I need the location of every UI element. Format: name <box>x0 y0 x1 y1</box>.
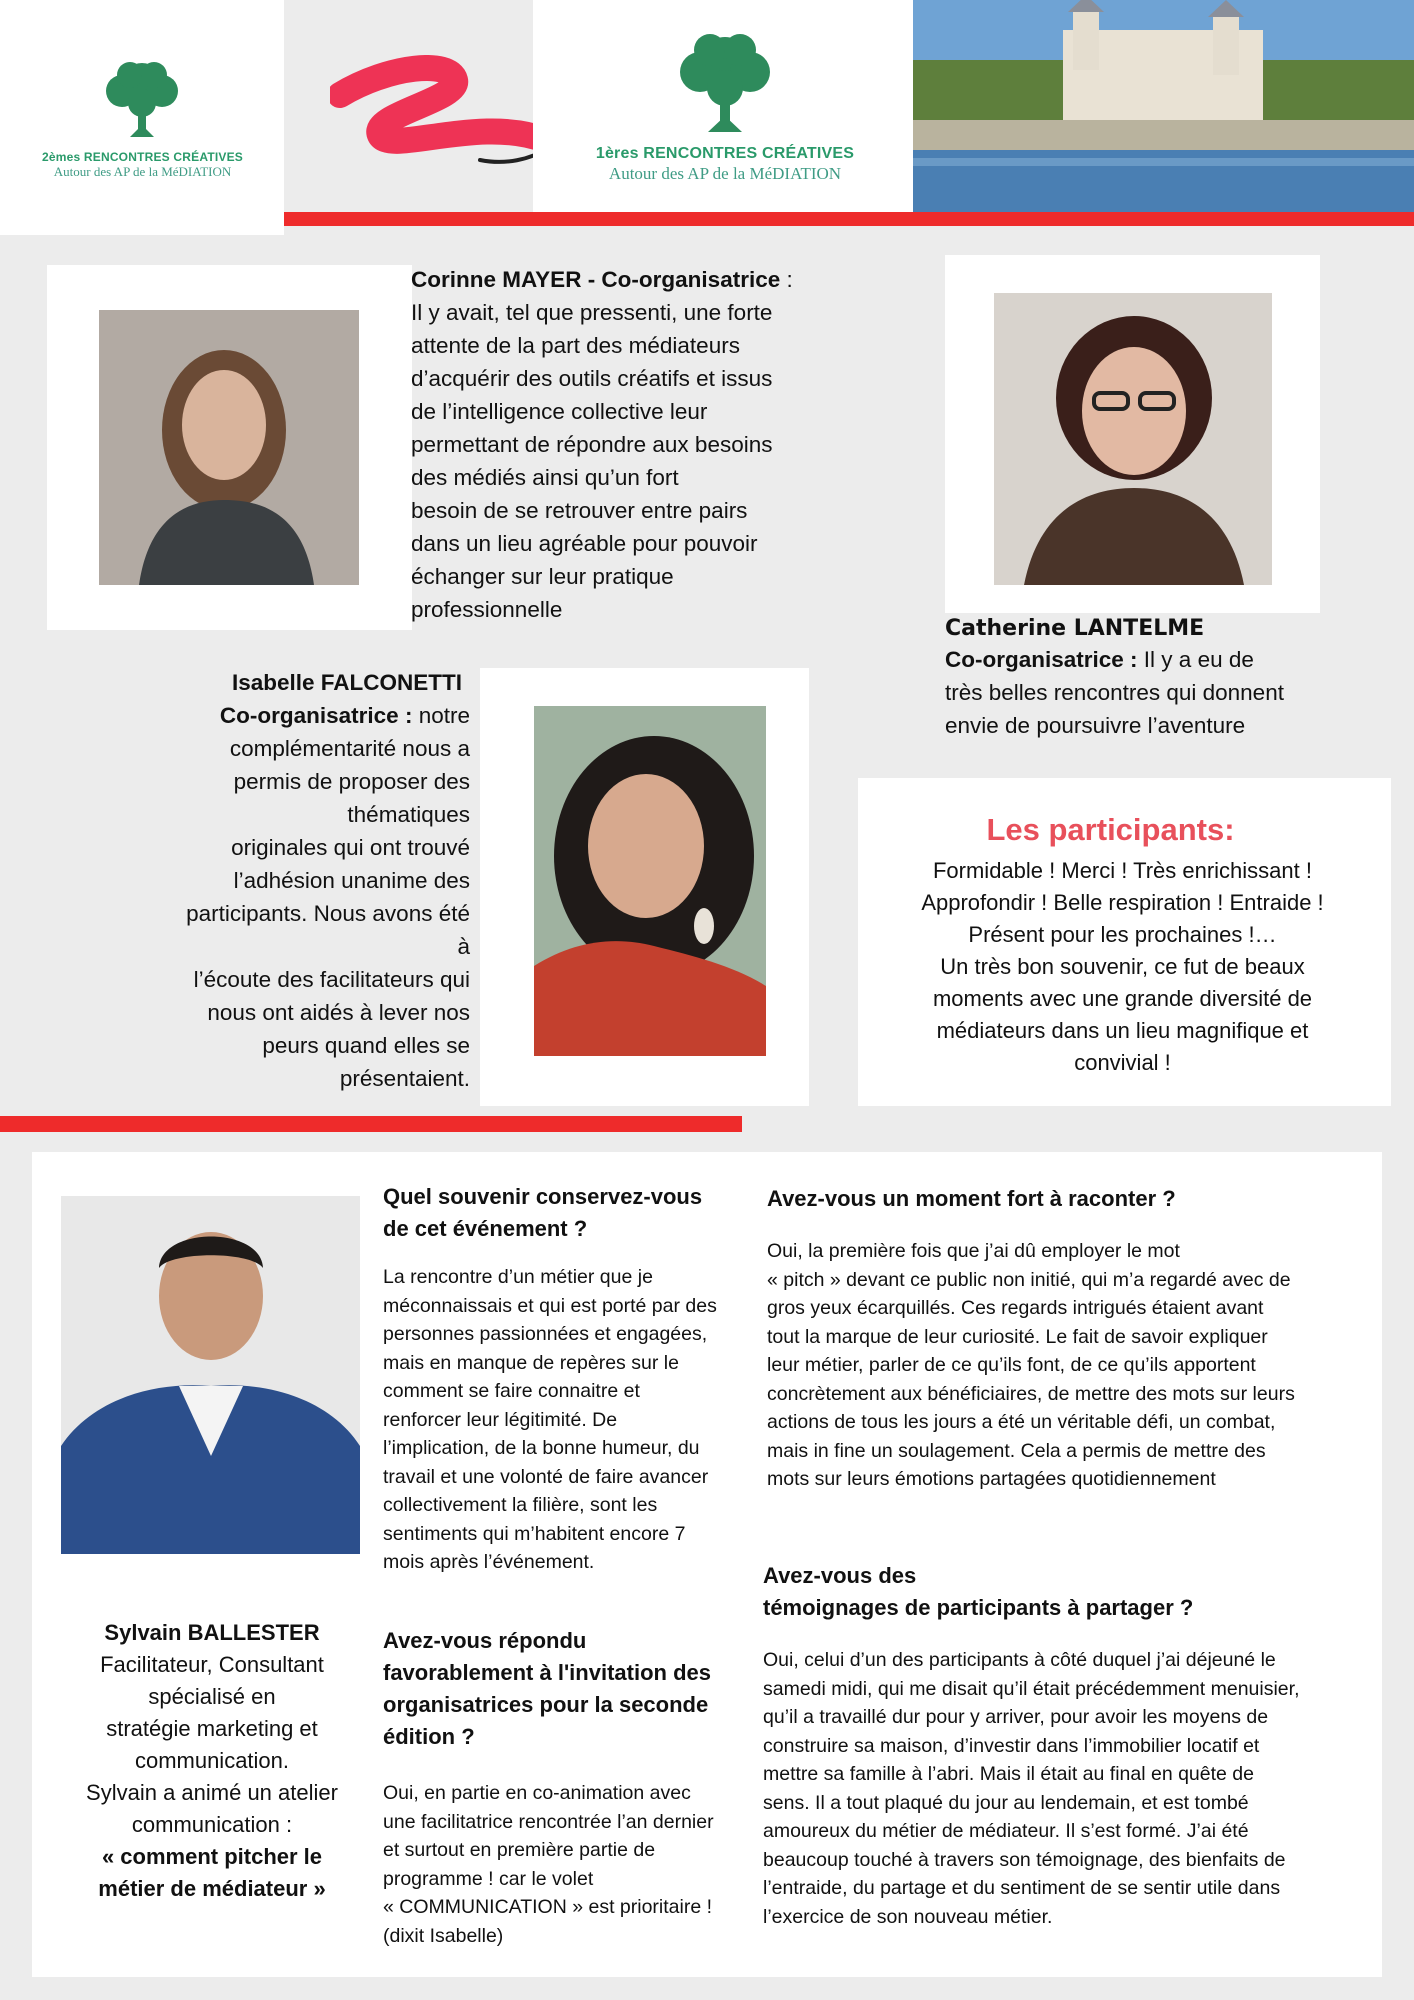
isabelle-line: l’adhésion unanime des <box>233 868 470 893</box>
question-4 <box>763 1560 1373 1931</box>
question-title: Avez-vous un moment fort à raconter ? <box>767 1186 1176 1211</box>
answer-line: sentiments qui m’habitent encore 7 <box>383 1522 686 1545</box>
question-title: organisatrices pour la seconde <box>383 1692 709 1717</box>
isabelle-line: permis de proposer des <box>233 769 470 794</box>
participants-quotes <box>870 855 1375 1079</box>
logo-left-subtitle: Autour des AP de la MéDIATION <box>53 164 232 179</box>
participants-line: médiateurs dans un lieu magnifique et <box>936 1018 1309 1043</box>
isabelle-testimony <box>140 666 470 1095</box>
isabelle-line: l’écoute des facilitateurs qui <box>193 967 470 992</box>
answer-line: l’exercice de son nouveau métier. <box>763 1905 1053 1928</box>
catherine-name: Catherine LANTELME <box>945 616 1205 641</box>
logo-center-title: 1ères RENCONTRES CRÉATIVES <box>595 145 855 162</box>
answer-line: (dixit Isabelle) <box>383 1924 504 1947</box>
red-brush-stroke <box>330 55 560 175</box>
sylvain-line: Sylvain a animé un atelier <box>86 1780 338 1805</box>
sylvain-photo <box>61 1196 360 1554</box>
catherine-line: Il y a eu de <box>1137 647 1254 672</box>
logo-left-title: 2èmes RENCONTRES CRÉATIVES <box>41 150 244 164</box>
answer-line: « COMMUNICATION » est prioritaire ! <box>383 1896 713 1918</box>
logo-center-subtitle: Autour des AP de la MéDIATION <box>608 164 842 183</box>
answer-line: « pitch » devant ce public non initié, qui m’a regardé avec de <box>767 1268 1291 1291</box>
isabelle-line: participants. Nous avons été <box>186 901 470 926</box>
answer-line: collectivement la filière, sont les <box>383 1494 658 1516</box>
sylvain-line: stratégie marketing et <box>106 1716 318 1741</box>
answer-line: Oui, en partie en co-animation avec <box>383 1782 691 1804</box>
corinne-line: attente de la part des médiateurs <box>411 333 740 358</box>
answer-line: l’entraide, du partage et du sentiment de se sentir utile dans <box>763 1877 1281 1899</box>
answer-line: renforcer leur légitimité. De <box>383 1408 618 1431</box>
answer-line: mais en manque de repères sur le <box>383 1351 679 1374</box>
answer-line: La rencontre d’un métier que je <box>383 1266 653 1288</box>
question-1 <box>383 1181 753 1577</box>
corinne-line: échanger sur leur pratique <box>411 564 674 589</box>
answer-text <box>383 1779 753 1950</box>
corinne-line: permettant de répondre aux besoins <box>411 432 773 457</box>
isabelle-line: présentaient. <box>339 1066 470 1091</box>
catherine-line: très belles rencontres qui donnent <box>945 680 1284 705</box>
participants-line: Présent pour les prochaines !… <box>968 922 1277 947</box>
question-2 <box>383 1625 753 1950</box>
isabelle-line: originales qui ont trouvé <box>231 835 470 860</box>
answer-line: amoureux du métier de médiateur. Il s’est formé. J’ai été <box>763 1820 1249 1842</box>
answer-line: et surtout en première partie de <box>383 1839 656 1861</box>
header-divider-line <box>284 212 1414 226</box>
catherine-testimony <box>945 643 1365 742</box>
isabelle-line: complémentarité nous a <box>229 736 470 761</box>
answer-line: mettre sa famille à l’abri. Mais il était au final en quête de <box>763 1763 1254 1785</box>
answer-line: mois après l’événement. <box>383 1551 595 1573</box>
isabelle-line: à <box>457 934 470 959</box>
answer-line: une facilitatrice rencontrée l’an dernier <box>383 1810 714 1833</box>
catherine-role: Co-organisatrice : <box>945 647 1138 672</box>
tree-house-icon <box>30 55 255 145</box>
participants-title: Les participants: <box>986 812 1235 847</box>
answer-line: méconnaissais et qui est porté par des <box>383 1294 717 1317</box>
corinne-line: des médiés ainsi qu’un fort <box>411 465 679 490</box>
sylvain-line: spécialisé en <box>148 1684 276 1709</box>
participants-line: moments avec une grande diversité de <box>932 986 1313 1011</box>
participants-line: convivial ! <box>1074 1050 1171 1075</box>
corinne-separator: : <box>780 267 793 292</box>
answer-line: comment se faire connaitre et <box>383 1380 640 1402</box>
sylvain-bio <box>62 1617 362 1905</box>
logo-center <box>570 28 880 188</box>
participants-line: Approfondir ! Belle respiration ! Entraide ! <box>921 890 1324 915</box>
answer-text <box>383 1263 753 1577</box>
section-divider-line <box>0 1116 742 1132</box>
question-title: favorablement à l'invitation des <box>383 1660 711 1685</box>
sylvain-workshop-title: « comment pitcher le <box>101 1844 323 1869</box>
answer-line: Oui, celui d’un des participants à côté duquel j’ai déjeuné le <box>763 1649 1276 1671</box>
sylvain-workshop-title: métier de médiateur » <box>98 1876 326 1901</box>
sylvain-name: Sylvain BALLESTER <box>104 1620 320 1645</box>
answer-line: sens. Il a tout plaqué du jour au lendemain, et est tombé <box>763 1791 1249 1814</box>
participants-line: Formidable ! Merci ! Très enrichissant ! <box>932 858 1312 883</box>
answer-line: samedi midi, qui me disait qu’il était précédemment menuisier, <box>763 1677 1300 1700</box>
corinne-line: dans un lieu agréable pour pouvoir <box>411 531 758 556</box>
question-title: témoignages de participants à partager ? <box>763 1595 1194 1620</box>
sylvain-line: Facilitateur, Consultant <box>100 1652 324 1677</box>
corinne-line: professionnelle <box>411 597 563 622</box>
question-title: Quel souvenir conservez-vous <box>383 1184 703 1209</box>
corinne-line: Il y avait, tel que pressenti, une forte <box>411 300 773 325</box>
answer-line: leur métier, parler de ce qu’ils font, de ce qu’ils apportent <box>767 1354 1256 1376</box>
corinne-name: Corinne MAYER - Co-organisatrice <box>411 267 781 292</box>
corinne-line: besoin de se retrouver entre pairs <box>411 498 748 523</box>
question-title: Avez-vous répondu <box>383 1628 587 1653</box>
answer-line: tout la marque de leur curiosité. Le fait de savoir expliquer <box>767 1325 1268 1348</box>
corinne-heading <box>411 263 831 296</box>
logo-left <box>30 55 255 185</box>
chateau-photo <box>913 0 1414 212</box>
tree-house-icon <box>570 28 880 140</box>
isabelle-line: notre <box>412 703 470 728</box>
corinne-testimony <box>411 263 831 626</box>
answer-line: concrètement aux bénéficiaires, de mettre des mots sur leurs <box>767 1382 1295 1405</box>
question-title: édition ? <box>383 1724 475 1749</box>
sylvain-line: communication. <box>134 1748 290 1773</box>
answer-text <box>767 1237 1367 1494</box>
sylvain-line: communication : <box>131 1812 293 1837</box>
answer-line: Oui, la première fois que j’ai dû employer le mot <box>767 1240 1180 1262</box>
isabelle-heading <box>140 699 470 732</box>
isabelle-photo <box>534 706 766 1056</box>
catherine-line: envie de poursuivre l’aventure <box>945 713 1246 738</box>
answer-line: travail et une volonté de faire avancer <box>383 1465 709 1488</box>
answer-line: qu’il a travaillé dur pour y arriver, pour avoir les moyens de <box>763 1706 1269 1728</box>
answer-text <box>763 1646 1373 1931</box>
answer-line: actions de tous les jours a été un véritable défi, un combat, <box>767 1411 1276 1433</box>
isabelle-line: peurs quand elles se <box>262 1033 470 1058</box>
isabelle-line: thématiques <box>347 802 470 827</box>
question-title: de cet événement ? <box>383 1216 588 1241</box>
answer-line: programme ! car le volet <box>383 1867 594 1890</box>
catherine-photo <box>994 293 1272 585</box>
answer-line: mais in fine un soulagement. Cela a permis de mettre des <box>767 1439 1266 1462</box>
question-3 <box>767 1183 1367 1494</box>
isabelle-role: Co-organisatrice : <box>219 703 413 728</box>
catherine-heading <box>945 643 1365 676</box>
participants-line: Un très bon souvenir, ce fut de beaux <box>940 954 1305 979</box>
corinne-line: d’acquérir des outils créatifs et issus <box>411 366 773 391</box>
answer-line: personnes passionnées et engagées, <box>383 1323 708 1345</box>
question-title: Avez-vous des <box>763 1563 917 1588</box>
answer-line: construire sa maison, d’investir dans l’immobilier locatif et <box>763 1734 1260 1757</box>
answer-line: beaucoup touché à travers son témoignage, des bienfaits de <box>763 1848 1286 1871</box>
answer-line: mots sur leurs émotions partagées quotidiennement <box>767 1468 1216 1490</box>
answer-line: gros yeux écarquillés. Ces regards intrigués étaient avant <box>767 1297 1264 1319</box>
isabelle-name: Isabelle FALCONETTI <box>231 670 462 695</box>
answer-line: l’implication, de la bonne humeur, du <box>383 1437 700 1459</box>
corinne-photo <box>99 310 359 585</box>
corinne-line: de l’intelligence collective leur <box>411 399 708 424</box>
isabelle-line: nous ont aidés à lever nos <box>207 1000 470 1025</box>
